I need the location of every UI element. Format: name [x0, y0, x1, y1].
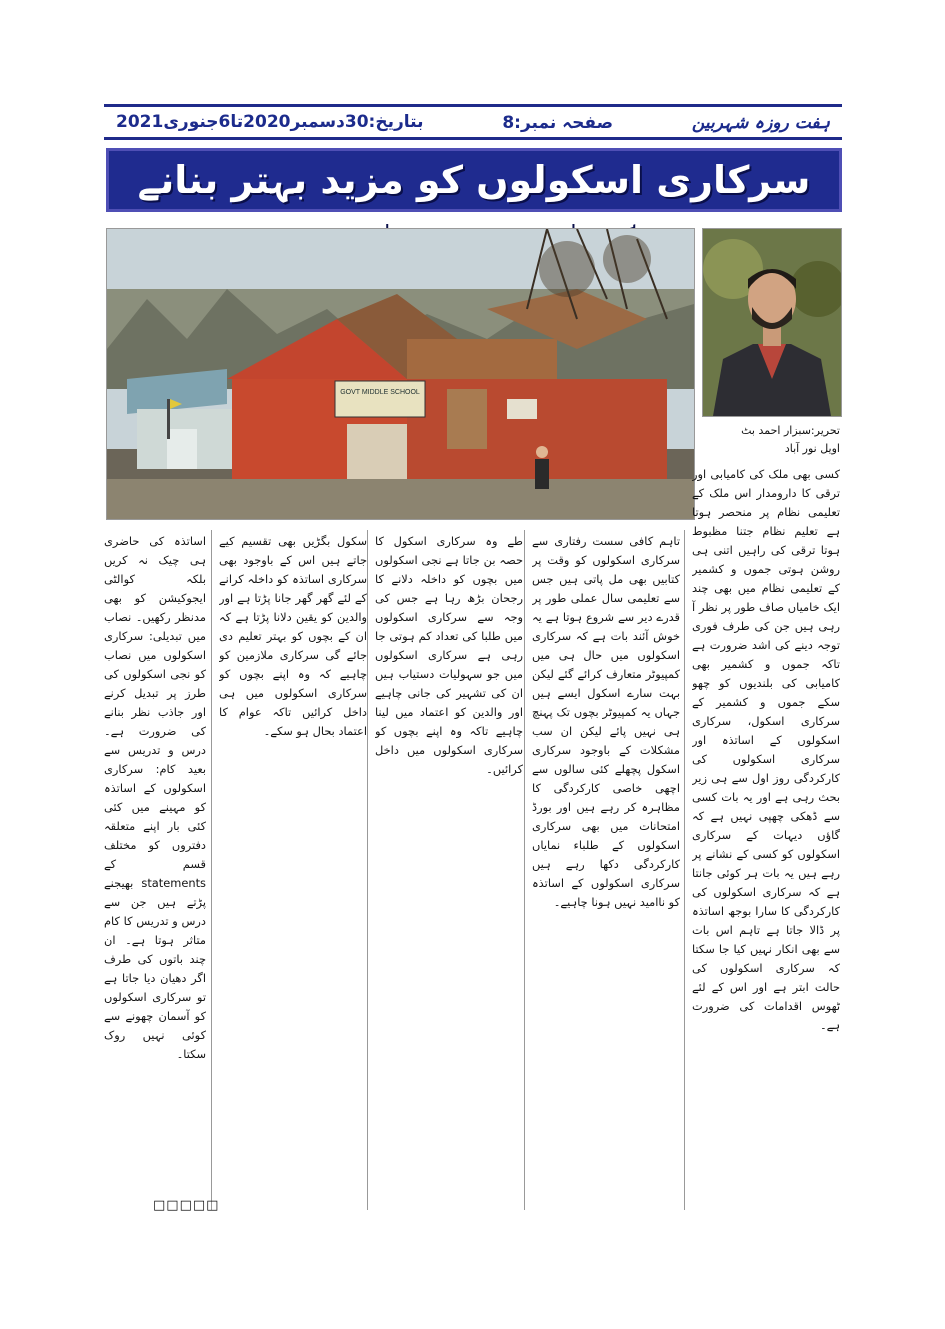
paper-name: ہفت روزہ شہربین	[691, 112, 830, 133]
author-place: اویل نور آباد	[784, 442, 840, 455]
column-rule	[684, 530, 685, 1210]
article-column-5	[104, 532, 206, 1222]
article-column-3	[375, 532, 523, 1222]
article-column-4	[219, 532, 367, 1222]
author-name: تحریر:سبزار احمد بٹ	[741, 424, 840, 437]
school-sign-text: GOVT MIDDLE SCHOOL	[340, 389, 420, 396]
column-5-text: اساتذہ کی حاضری ہی چیک نہ کریں بلکہ کوالٹی ایجوکیشن کو بھی مدنظر رکھیں۔ نصاب میں تبدیلی: سرکاری اسکولوں میں نصاب کو نجی اسکولوں کی طرز پر تبدیل کرنے اور جاذب نظر بنانے کی ضرورت ہے۔ درس و تدریس سے بعید کام: سرکاری اسکولوں کے اساتذہ کو مہینے میں کئی کئی بار اپنے متعلقہ دفتروں کو مختلف قسم کے statements بھیجنے پڑتے ہیں جن سے درس و تدریس کا کام متاثر ہوتا ہے۔ ان چند باتوں کی طرف اگر دھیان دیا جاتا ہے تو سرکاری اسکولوں کو آسمان چھونے سے کوئی نہیں روک سکتا۔	[104, 534, 206, 1061]
masthead	[104, 104, 842, 140]
article-end-marks: □□□□□	[153, 1198, 220, 1213]
school-photo	[106, 228, 695, 520]
article-column-1	[692, 465, 840, 1185]
column-3-text: طے وہ سرکاری اسکول کا حصہ بن جاتا ہے نجی اسکولوں میں بچوں کو داخلہ دلانے کا رجحان بڑھ رہا ہے جس کی وجہ سے سرکاری اسکولوں میں طلبا کی تعداد کم ہوتی جا رہی ہے سرکاری اسکولوں میں جو سہولیات دستیاب ہیں ان کی تشہیر کی جانی چاہیے اور والدین کو اعتماد میں لینا چاہیے تاکہ وہ اپنے بچوں کو سرکاری اسکولوں میں داخل کرائیں۔	[375, 534, 523, 776]
column-rule	[367, 530, 368, 1210]
byline	[702, 422, 840, 458]
column-1-text: کسی بھی ملک کی کامیابی اور ترقی کا دارومدار اس ملک کے تعلیمی نظام پر منحصر ہوتا ہے تعلیم نظام جتنا مظبوط ہوتا ترقی کی راہیں اتنی ہی روشن ہوتی جموں و کشمیر کے تعلیمی نظام میں بھی چند ایک خامیاں صاف طور پر نظر آ رہی ہیں جن کی طرف فوری توجہ دینے کی اشد ضرورت ہے تاکہ جموں و کشمیر بھی کامیابی کی بلندیوں کو چھو سکے جموں و کشمیر کے سرکاری اسکول، سرکاری اسکولوں کے اساتذہ اور سرکاری اسکولوں کی کارکردگی روز اول سے ہی زیر بحث رہی ہے اور یہ بات کسی سے ڈھکی چھپی نہیں ہے کہ گاؤں دیہات کے سرکاری اسکولوں کو کسی کے نشانے پر رہے ہیں یہ بات ہر کوئی جانتا ہے کہ سرکاری اسکولوں کی کارکردگی کا سارا بوجھ اساتذہ پر ڈالا جاتا ہے تاہم اس بات سے بھی انکار نہیں کیا جا سکتا کہ سرکاری اسکولوں کی حالت ابتر ہے اور اس کے لئے ٹھوس اقدامات کی ضرورت ہے۔	[692, 467, 840, 1032]
school-photo-illustration	[107, 229, 694, 519]
article-column-2	[532, 532, 680, 1222]
author-portrait-illustration	[703, 229, 841, 416]
column-2-text: تاہم کافی سست رفتاری سے سرکاری اسکولوں کو وقت پر کتابیں بھی مل پاتی ہیں جس سے تعلیمی سال عملی طور پر قدرے دیر سے شروع ہوتا ہے یہ خوش آئند بات ہے کہ سرکاری اسکولوں میں حال ہی میں کمپیوٹر متعارف کرائے گئے لیکن بہت سارے اسکول ایسے ہیں جہاں یہ کمپیوٹر بچوں تک پہنچ ہی نہیں پائے لیکن ان سب مشکلات کے باوجود سرکاری اسکول پچھلے کئی سالوں سے اچھی خاصی کارکردگی کا مظاہرہ کر رہے ہیں اور بورڈ امتحانات میں بھی سرکاری اسکولوں کے طلباء نمایاں کارکردگی دکھا رہے ہیں سرکاری اسکولوں کے اساتذہ کو ناامید نہیں ہونا چاہیے۔	[532, 534, 680, 909]
page-number: صفحہ نمبر:8	[502, 112, 614, 133]
author-portrait	[702, 228, 842, 417]
column-4-text: سکول بگڑیں بھی تقسیم کیے جاتے ہیں اس کے باوجود بھی سرکاری اساتذہ کو داخلہ کرانے کے لئے گھر گھر جانا پڑتا ہے اور والدین کو یقین دلانا پڑتا ہے کہ ان کے بچوں کو بہتر تعلیم دی جائے گی سرکاری ملازمین کو چاہیے کہ وہ اپنے بچوں کو سرکاری اسکولوں میں ہی داخل کرائیں تاکہ عوام کا اعتماد بحال ہو سکے۔	[219, 534, 367, 738]
column-rule	[524, 530, 525, 1210]
article-headline: سرکاری اسکولوں کو مزید بہتر بنانے	[106, 148, 842, 212]
column-rule	[211, 530, 212, 1210]
issue-date: بتاریخ:30دسمبر2020تا6جنوری2021	[116, 112, 424, 132]
